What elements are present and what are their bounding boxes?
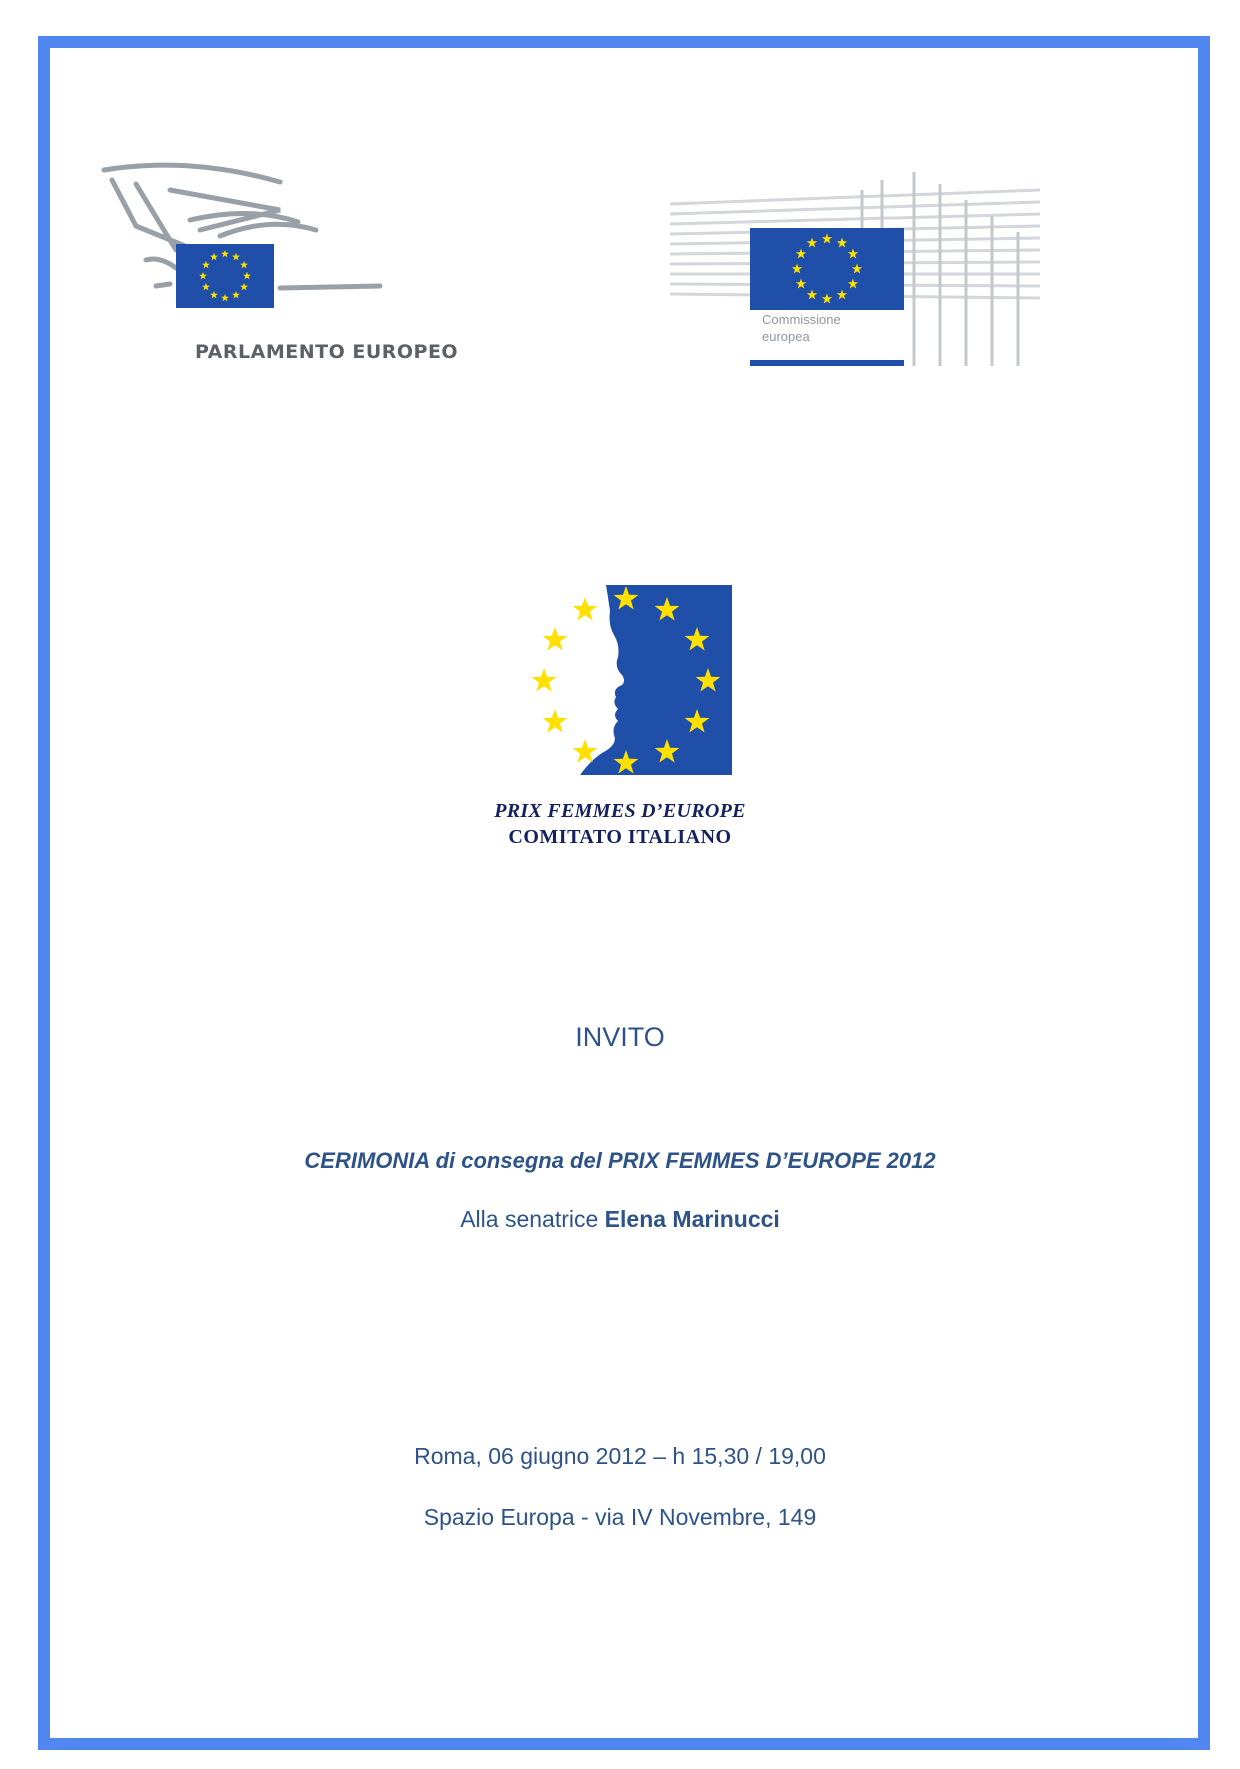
event-datetime: Roma, 06 giugno 2012 – h 15,30 / 19,00 bbox=[414, 1443, 826, 1469]
recipient-name: Elena Marinucci bbox=[604, 1206, 780, 1232]
european-parliament-logo bbox=[100, 160, 440, 370]
eu-star-icon bbox=[543, 627, 568, 651]
ceremony-title: CERIMONIA di consegna del PRIX FEMMES D’EUROPE 2012 bbox=[304, 1148, 936, 1173]
dedication-line bbox=[0, 1206, 1240, 1233]
organization-subtitle: COMITATO ITALIANO bbox=[508, 826, 732, 848]
eu-star-icon bbox=[573, 739, 598, 763]
parliament-name: PARLAMENTO EUROPEO bbox=[195, 341, 459, 363]
eu-star-icon bbox=[543, 709, 568, 733]
invitation-heading: INVITO bbox=[575, 1022, 665, 1052]
organization-title: PRIX FEMMES D’EUROPE bbox=[494, 800, 746, 822]
commission-name-line2: europea bbox=[762, 329, 810, 344]
dedication-prefix: Alla senatrice bbox=[460, 1206, 599, 1232]
commission-name bbox=[762, 311, 841, 345]
event-venue: Spazio Europa - via IV Novembre, 149 bbox=[423, 1504, 817, 1530]
european-commission-logo bbox=[670, 170, 1040, 366]
eu-star-icon bbox=[573, 597, 598, 621]
commission-name-line1: Commissione bbox=[762, 312, 841, 327]
prix-femmes-europe-logo bbox=[508, 585, 732, 775]
eu-star-icon bbox=[532, 668, 557, 692]
